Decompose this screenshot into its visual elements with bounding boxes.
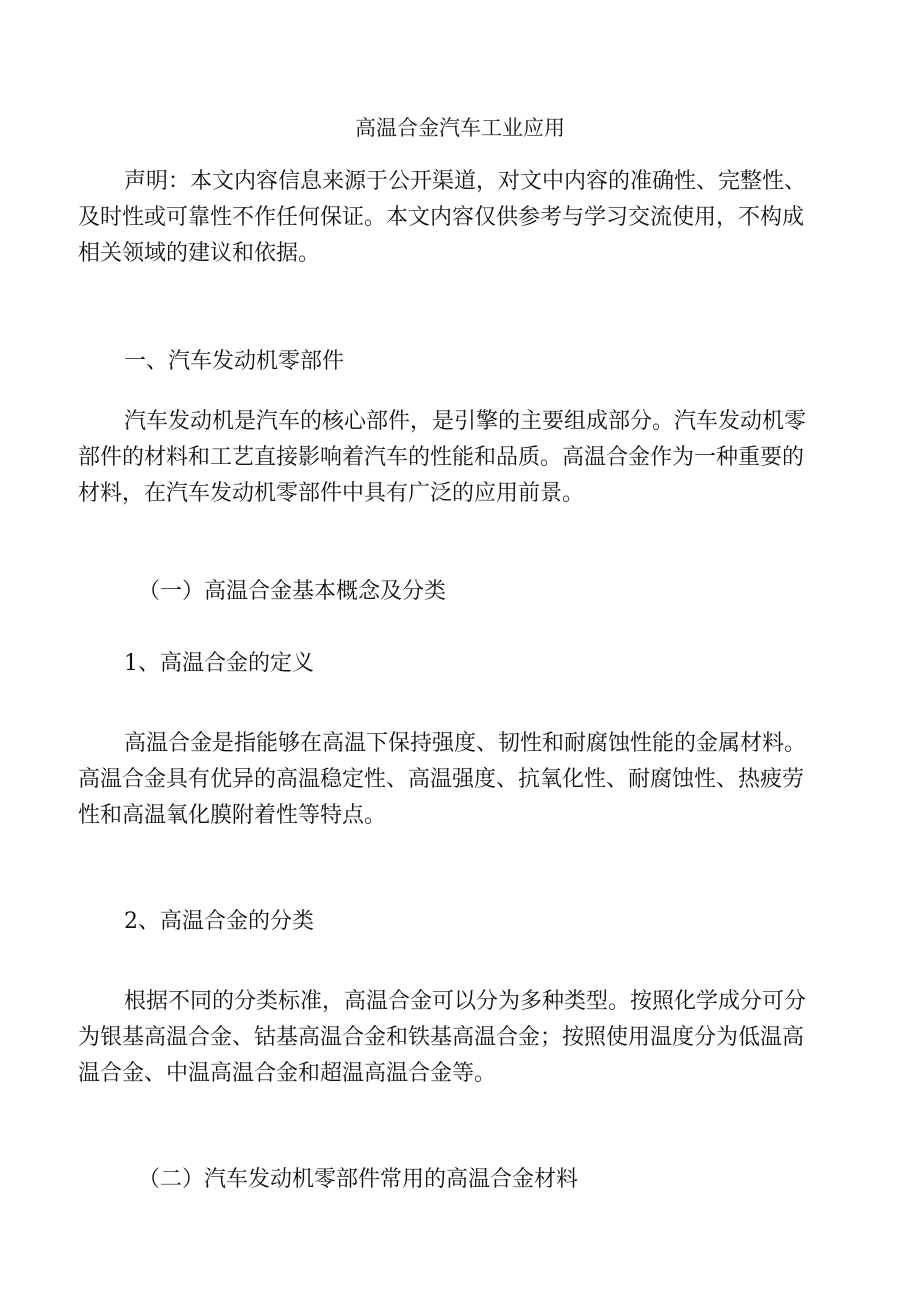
paragraph-line: 材料，在汽车发动机零部件中具有广泛的应用前景。 [78,481,585,506]
paragraph-line: 根据不同的分类标准，高温合金可以分为多种类型。按照化学成分可分 [124,989,807,1014]
paragraph-line: 高温合金具有优异的高温稳定性、高温强度、抗氧化性、耐腐蚀性、热疲劳 [78,767,805,792]
item1-paragraph [78,726,858,834]
disclaimer-line: 相关领域的建议和依据。 [78,241,321,266]
section1-heading: 一、汽车发动机零部件 [124,349,345,374]
paragraph-line: 汽车发动机是汽车的核心部件，是引擎的主要组成部分。汽车发动机零 [124,409,807,434]
section1-paragraph [78,404,858,512]
paragraph-line: 为银基高温合金、钴基高温合金和铁基高温合金；按照使用温度分为低温高 [78,1025,805,1050]
subsection1-heading: （一）高温合金基本概念及分类 [138,579,447,604]
item2-heading: 2、高温合金的分类 [124,909,314,934]
subsection2-heading: （二）汽车发动机零部件常用的高温合金材料 [138,1167,579,1192]
paragraph-line: 部件的材料和工艺直接影响着汽车的性能和品质。高温合金作为一种重要的 [78,445,805,470]
item2-paragraph [78,984,858,1092]
paragraph-line: 温合金、中温高温合金和超温高温合金等。 [78,1061,497,1086]
document-title: 高温合金汽车工业应用 [355,116,565,140]
paragraph-line: 高温合金是指能够在高温下保持强度、韧性和耐腐蚀性能的金属材料。 [124,731,807,756]
disclaimer-paragraph [78,164,858,272]
disclaimer-line: 声明：本文内容信息来源于公开渠道，对文中内容的准确性、完整性、 [124,169,807,194]
disclaimer-line: 及时性或可靠性不作任何保证。本文内容仅供参考与学习交流使用，不构成 [78,205,805,230]
paragraph-line: 性和高温氧化膜附着性等特点。 [78,803,387,828]
item1-heading: 1、高温合金的定义 [124,651,314,676]
